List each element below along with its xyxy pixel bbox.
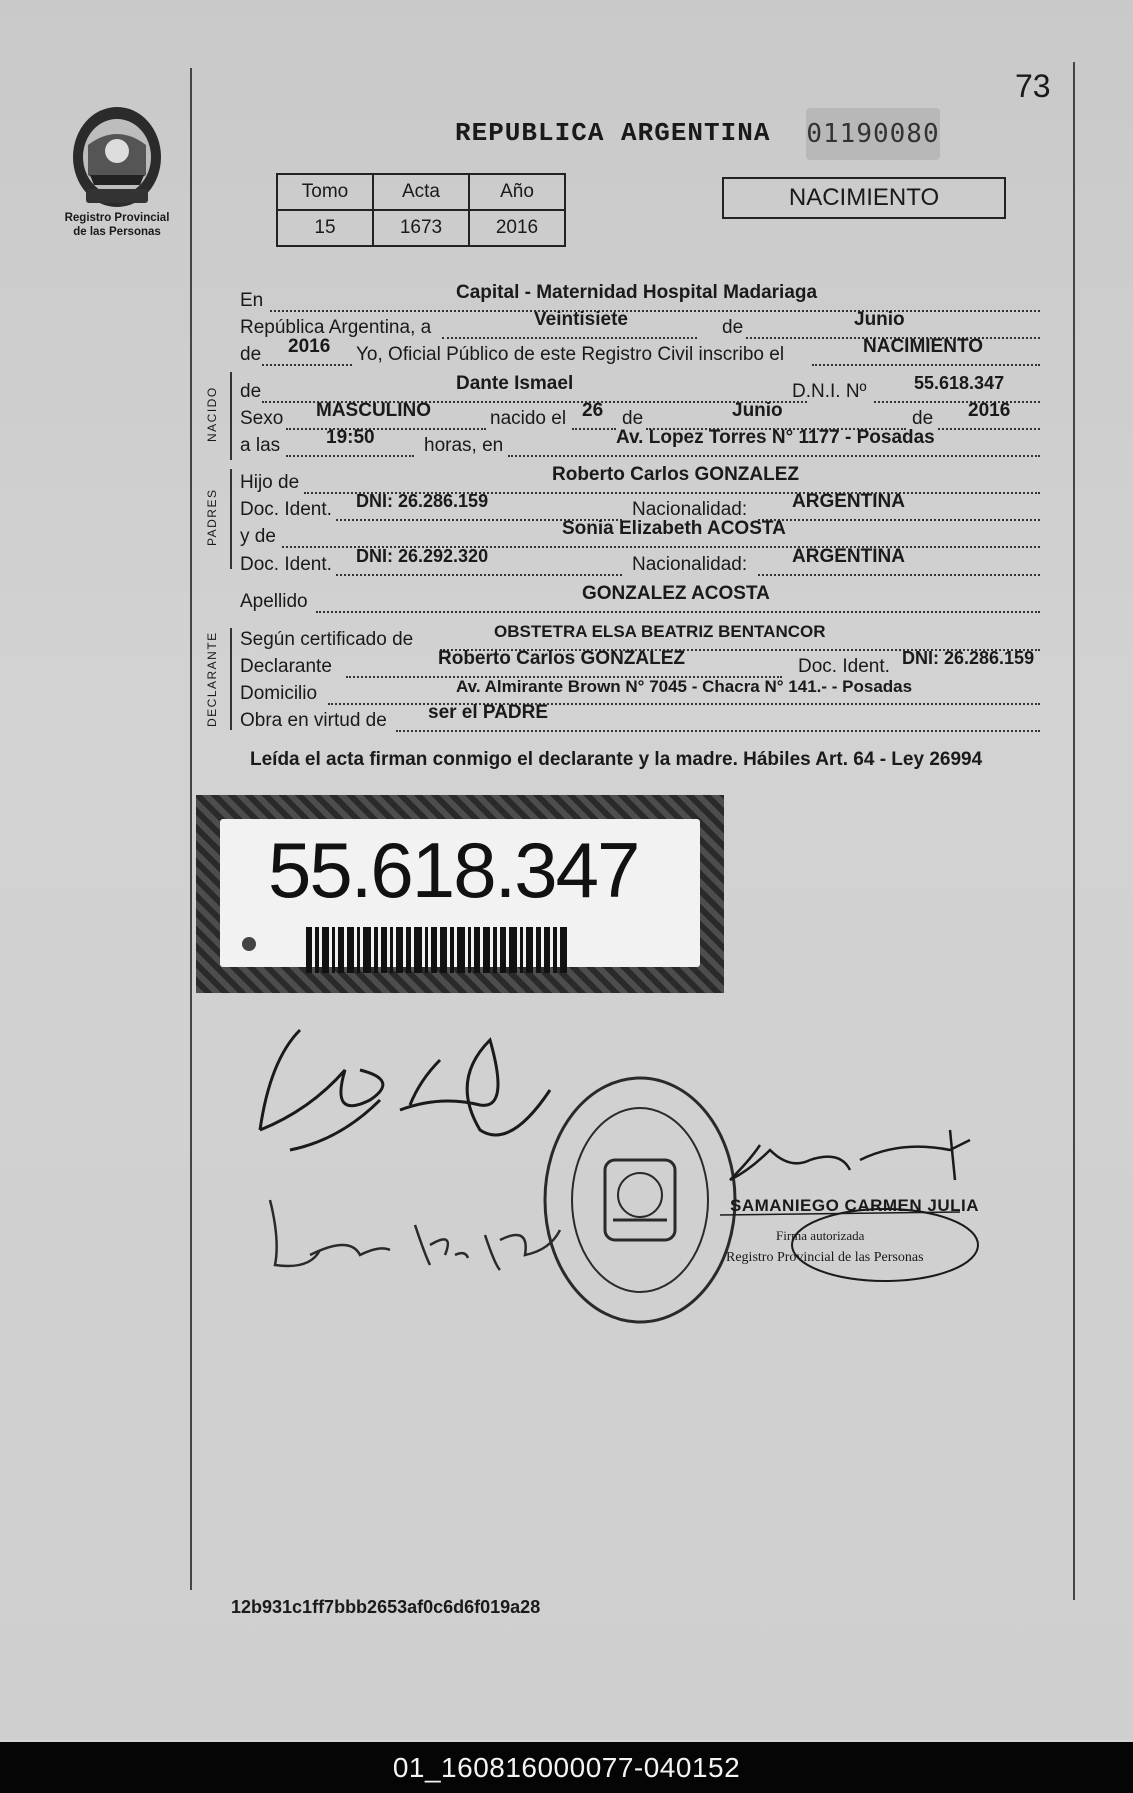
y-de-label: y de — [240, 526, 276, 547]
mother-nat-label: Nacionalidad: — [632, 554, 748, 575]
dotted-line — [336, 574, 622, 576]
row-domicilio — [240, 677, 1050, 707]
right-margin-line — [1073, 62, 1075, 1600]
row-apellido — [240, 583, 1050, 615]
document-type-box: NACIMIENTO — [722, 177, 1006, 219]
document-hash: 12b931c1ff7bbb2653af0c6d6f019a28 — [231, 1597, 541, 1617]
dotted-line — [758, 574, 1040, 576]
inscribe-type: NACIMIENTO — [863, 336, 983, 357]
id-number-label — [196, 795, 724, 993]
serial-stamp: 01190080 — [806, 108, 940, 160]
dotted-line — [572, 428, 616, 430]
padres-section-label: PADRES — [205, 488, 219, 546]
dni-label: D.N.I. Nº — [792, 381, 867, 402]
row-obra — [240, 702, 1050, 734]
year-prefix-label: de — [240, 344, 262, 365]
apellido-label: Apellido — [240, 591, 308, 612]
dotted-line — [396, 730, 1040, 732]
domicilio-value: Av. Almirante Brown N° 7045 - Chacra N° 141.- - Posadas — [456, 677, 913, 696]
domicilio-label: Domicilio — [240, 683, 318, 704]
dotted-line — [812, 364, 1040, 366]
birth-year: 2016 — [968, 400, 1011, 421]
child-dni: 55.618.347 — [914, 373, 1005, 393]
horas-label: horas, en — [424, 435, 504, 456]
en-value: Capital - Maternidad Hospital Madariaga — [456, 282, 818, 303]
birth-month: Junio — [732, 400, 783, 421]
province-logo — [62, 105, 172, 239]
page-number: 73 — [1015, 68, 1051, 104]
birth-address: Av. Lopez Torres N° 1177 - Posadas — [616, 427, 935, 448]
footer-id: 01_160816000077-040152 — [0, 1742, 1133, 1793]
signatures-area — [250, 1000, 1010, 1340]
left-margin-line — [190, 68, 192, 1590]
tomo-value: 15 — [277, 210, 373, 246]
birth-day: 26 — [582, 400, 604, 421]
declarante-doc-label: Doc. Ident. — [798, 656, 890, 677]
row-en — [240, 282, 1050, 314]
mother-signature — [270, 1200, 560, 1270]
de-label: de — [240, 381, 262, 402]
sexo-value: MASCULINO — [316, 400, 432, 421]
mother-doc-label: Doc. Ident. — [240, 554, 332, 575]
nacido-section-label: NACIDO — [205, 386, 219, 442]
dot-icon — [242, 937, 256, 951]
label-white-area — [220, 819, 700, 967]
year-value: 2016 — [288, 336, 331, 357]
republica-label: República Argentina, a — [240, 317, 432, 338]
apellido-value: GONZALEZ ACOSTA — [582, 583, 770, 604]
dotted-line — [874, 401, 1040, 403]
father-nat-label: Nacionalidad: — [632, 499, 748, 520]
logo-label-line1: Registro Provincial — [64, 212, 170, 224]
cert-value: OBSTETRA ELSA BEATRIZ BENTANCOR — [494, 622, 826, 641]
section-bar — [230, 372, 232, 460]
acta-header: Acta — [373, 174, 469, 210]
official-stamp — [545, 1078, 735, 1322]
mother-nat: ARGENTINA — [792, 546, 905, 567]
dotted-line — [316, 611, 1040, 613]
row-year-oficial — [240, 336, 1050, 368]
father-nat: ARGENTINA — [792, 491, 905, 512]
declarante-doc: DNI: 26.286.159 — [902, 648, 1035, 668]
dotted-line — [442, 337, 697, 339]
en-label: En — [240, 290, 264, 311]
section-bar — [230, 469, 232, 569]
row-hora — [240, 427, 1050, 459]
declarante-section-label: DECLARANTE — [205, 631, 219, 727]
tomo-header: Tomo — [277, 174, 373, 210]
father-doc-label: Doc. Ident. — [240, 499, 332, 520]
father-doc: DNI: 26.286.159 — [356, 491, 489, 511]
sexo-label: Sexo — [240, 408, 284, 429]
hijo-de-label: Hijo de — [240, 472, 300, 493]
logo-label-line2: de las Personas — [73, 226, 161, 238]
dotted-line — [508, 455, 1040, 457]
signer-firma: Firma autorizada — [776, 1228, 865, 1243]
mother-doc: DNI: 26.292.320 — [356, 546, 489, 566]
a-las-label: a las — [240, 435, 281, 456]
declarante-name: Roberto Carlos GONZALEZ — [438, 648, 686, 669]
row-mother-doc — [240, 546, 1050, 578]
record-table — [276, 173, 566, 247]
misiones-seal-icon — [68, 105, 166, 211]
father-name: Roberto Carlos GONZALEZ — [552, 464, 800, 485]
nacido-el-label: nacido el — [490, 408, 567, 429]
dotted-line — [262, 364, 352, 366]
country-title: REPUBLICA ARGENTINA — [455, 118, 771, 148]
dotted-line — [286, 455, 414, 457]
anio-header: Año — [469, 174, 565, 210]
month-value: Junio — [854, 309, 905, 330]
dotted-line — [286, 428, 486, 430]
acta-value: 1673 — [373, 210, 469, 246]
child-name: Dante Ismael — [456, 373, 574, 394]
oficial-text: Yo, Oficial Público de este Registro Civil inscribo el — [356, 344, 785, 365]
section-bar — [230, 628, 232, 730]
obra-value: ser el PADRE — [428, 702, 549, 723]
signer-registro: Registro Provincial de las Personas — [726, 1250, 924, 1265]
barcode — [306, 927, 624, 973]
birth-hour: 19:50 — [326, 427, 375, 448]
declarant-signature — [260, 1030, 550, 1150]
anio-value: 2016 — [469, 210, 565, 246]
de-label: de — [722, 317, 744, 338]
id-label-number: 55.618.347 — [268, 826, 639, 914]
mother-name: Sonia Elizabeth ACOSTA — [562, 518, 786, 539]
dotted-line — [938, 428, 1040, 430]
de-label3: de — [912, 408, 934, 429]
day-words: Veintisiete — [534, 309, 628, 330]
cert-label: Según certificado de — [240, 629, 414, 650]
declarante-label: Declarante — [240, 656, 332, 677]
dotted-line — [270, 310, 1040, 312]
obra-label: Obra en virtud de — [240, 710, 387, 731]
closing-text: Leída el acta firman conmigo el declarante y la madre. Hábiles Art. 64 - Ley 26994 — [250, 749, 983, 770]
de-label2: de — [622, 408, 644, 429]
signer-name: SAMANIEGO CARMEN JULIA — [730, 1196, 980, 1215]
dotted-line — [758, 519, 1040, 521]
